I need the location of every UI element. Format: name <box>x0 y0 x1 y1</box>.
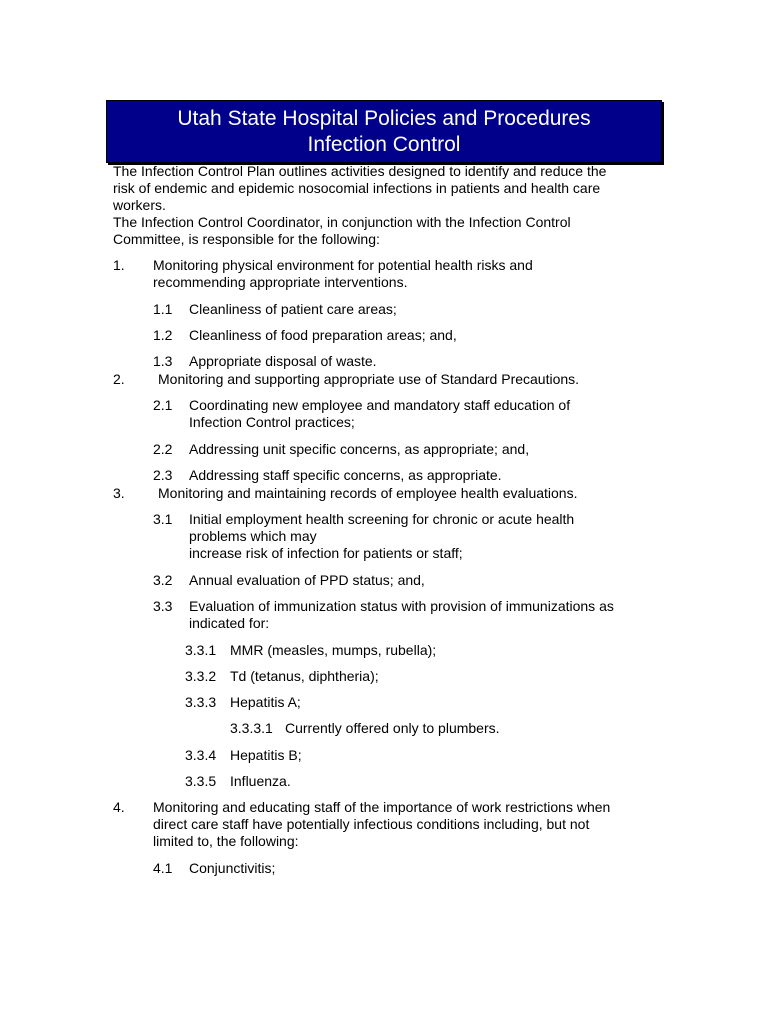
list-item-text: Monitoring and maintaining records of employee health evaluations. <box>158 485 578 501</box>
subsublist-number: 3.3.4 <box>185 747 217 763</box>
list-number: 3. <box>113 485 125 501</box>
intro-line: workers. <box>113 197 166 213</box>
sublist-item-text: Appropriate disposal of waste. <box>189 353 377 369</box>
sublist-number: 1.2 <box>153 327 173 343</box>
list-item-text: recommending appropriate interventions. <box>153 274 408 290</box>
intro-line: The Infection Control Plan outlines activities designed to identify and reduce the <box>113 163 607 179</box>
subsublist-item-text: MMR (measles, mumps, rubella); <box>230 642 437 658</box>
sublist-number: 3.3 <box>153 598 173 614</box>
sublist-item-text: Cleanliness of food preparation areas; and, <box>189 327 457 343</box>
level4-item-text: Currently offered only to plumbers. <box>285 720 500 736</box>
subsublist-item-text: Td (tetanus, diphtheria); <box>230 668 379 684</box>
sublist-item-text: Annual evaluation of PPD status; and, <box>189 572 425 588</box>
list-item-text: Monitoring physical environment for potential health risks and <box>153 257 533 273</box>
sublist-item-text: Initial employment health screening for chronic or acute health <box>189 511 575 527</box>
subsublist-number: 3.3.3 <box>185 694 217 710</box>
sublist-number: 4.1 <box>153 860 173 876</box>
sublist-item-text: Addressing staff specific concerns, as appropriate. <box>189 467 502 483</box>
intro-line: The Infection Control Coordinator, in conjunction with the Infection Control <box>113 214 571 230</box>
list-item-text: direct care staff have potentially infectious conditions including, but not <box>153 816 590 832</box>
header-title: Utah State Hospital Policies and Procedures <box>177 106 591 130</box>
list-item-text: Monitoring and supporting appropriate use of Standard Precautions. <box>158 371 580 387</box>
subsublist-number: 3.3.2 <box>185 668 217 684</box>
sublist-item-text: problems which may <box>189 528 317 544</box>
sublist-item-text: indicated for: <box>189 615 270 631</box>
sublist-item-text: Infection Control practices; <box>189 414 355 430</box>
sublist-number: 2.1 <box>153 397 173 413</box>
sublist-number: 2.3 <box>153 467 173 483</box>
list-number: 4. <box>113 799 125 815</box>
list-number: 2. <box>113 371 125 387</box>
subsublist-number: 3.3.1 <box>185 642 217 658</box>
sublist-item-text: Evaluation of immunization status with provision of immunizations as <box>189 598 614 614</box>
subsublist-number: 3.3.5 <box>185 773 217 789</box>
sublist-number: 1.3 <box>153 353 173 369</box>
intro-line: Committee, is responsible for the following: <box>113 231 380 247</box>
sublist-number: 2.2 <box>153 441 173 457</box>
list-item-text: limited to, the following: <box>153 833 299 849</box>
list-number: 1. <box>113 257 125 273</box>
list-item-text: Monitoring and educating staff of the importance of work restrictions when <box>153 799 611 815</box>
subsublist-item-text: Influenza. <box>230 773 291 789</box>
subsublist-item-text: Hepatitis A; <box>230 694 301 710</box>
sublist-item-text: Cleanliness of patient care areas; <box>189 301 397 317</box>
sublist-number: 3.1 <box>153 511 173 527</box>
level4-number: 3.3.3.1 <box>230 720 273 736</box>
subsublist-item-text: Hepatitis B; <box>230 747 302 763</box>
sublist-item-text: Addressing unit specific concerns, as appropriate; and, <box>189 441 530 457</box>
sublist-item-text: Conjunctivitis; <box>189 860 276 876</box>
sublist-item-text: increase risk of infection for patients or staff; <box>189 545 463 561</box>
intro-line: risk of endemic and epidemic nosocomial infections in patients and health care <box>113 180 601 196</box>
sublist-number: 1.1 <box>153 301 173 317</box>
sublist-item-text: Coordinating new employee and mandatory staff education of <box>189 397 571 413</box>
header-subtitle: Infection Control <box>307 132 461 156</box>
sublist-number: 3.2 <box>153 572 173 588</box>
document-header <box>106 100 662 163</box>
